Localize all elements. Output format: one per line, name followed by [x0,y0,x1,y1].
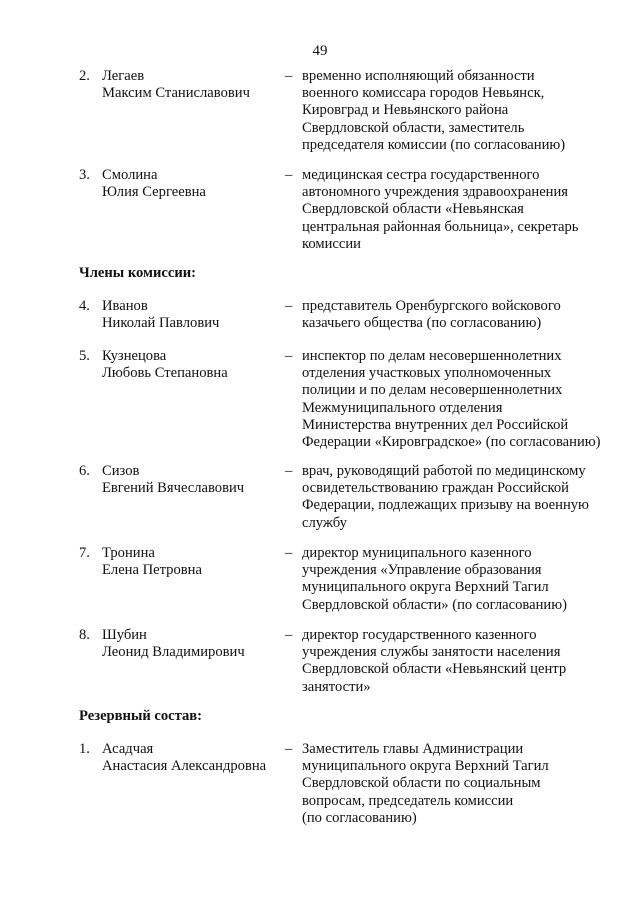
entry-name: Асадчая Анастасия Александровна [102,741,267,775]
entry-name: Сизов Евгений Вячеславович [102,463,245,497]
entry-number: 3. [79,167,90,183]
entry-description: Заместитель главы Администрации муниципального округа Верхний Тагил Свердловской области по социальным вопросам, председатель комиссии (по согласованию) [302,741,549,826]
entry-description: представитель Оренбургского войскового казачьего общества (по согласованию) [302,298,561,332]
entry-number: 1. [79,741,90,757]
entry-dash: – [285,348,293,364]
entry-number: 5. [79,348,90,364]
entry-dash: – [285,167,293,183]
entry-name: Легаев Максим Станиславович [102,68,250,102]
entry-number: 8. [79,627,90,643]
entry-dash: – [285,68,293,84]
entry-name: Смолина Юлия Сергеевна [102,167,206,201]
entry-number: 7. [79,545,90,561]
entry-description: временно исполняющий обязанности военного комиссара городов Невьянск, Кировград и Невьянского района Свердловской области, заместитель председателя комиссии (по согласованию) [302,68,566,153]
entry-name: Кузнецова Любовь Степановна [102,348,228,382]
entry-name: Шубин Леонид Владимирович [102,627,245,661]
entry-description: медицинская сестра государственного автономного учреждения здравоохранения Свердловской области «Невьянская центральная районная больница», секретарь комиссии [302,167,579,252]
entry-number: 4. [79,298,90,314]
reserve-heading: Резервный состав: [79,708,203,724]
entry-dash: – [285,463,293,479]
entry-dash: – [285,298,293,314]
entry-name: Тронина Елена Петровна [102,545,202,579]
entry-description: инспектор по делам несовершеннолетних отделения участковых уполномоченных полиции и по делам несовершеннолетних Межмуниципального отделения Министерства внутренних дел Российской Федерации «Кировградское» (по согласованию) [302,348,601,451]
entry-description: врач, руководящий работой по медицинскому освидетельствованию граждан Российской Федерации, подлежащих призыву на военную службу [302,463,589,531]
members-heading: Члены комиссии: [79,265,197,281]
entry-dash: – [285,627,293,643]
entry-number: 6. [79,463,90,479]
entry-dash: – [285,741,293,757]
page-number: 49 [312,43,328,59]
entry-dash: – [285,545,293,561]
entry-name: Иванов Николай Павлович [102,298,220,332]
entry-number: 2. [79,68,90,84]
entry-description: директор муниципального казенного учреждения «Управление образования муниципального округа Верхний Тагил Свердловской области» (по согласованию) [302,545,567,613]
entry-description: директор государственного казенного учреждения службы занятости населения Свердловской области «Невьянский центр занятости» [302,627,567,695]
